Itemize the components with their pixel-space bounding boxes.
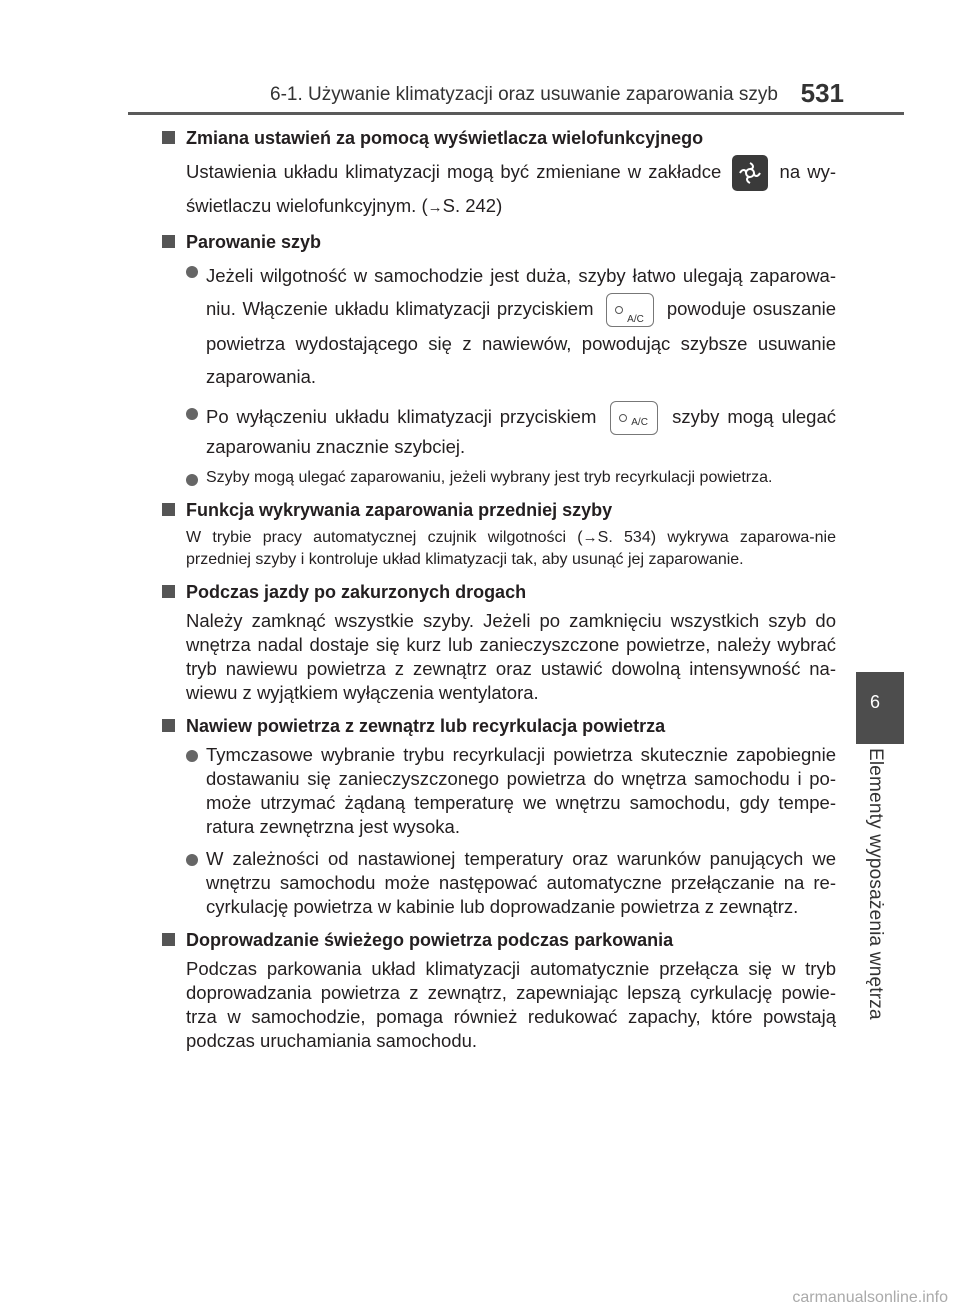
round-bullet-icon: [186, 750, 198, 762]
arrow-icon: →: [427, 199, 443, 216]
section-dusty-roads: [160, 579, 836, 705]
section-fog-detection: [160, 497, 836, 571]
section-title: 6-1. Używanie klimatyzacji oraz usuwanie zaparowania szyb: [270, 84, 778, 105]
section-heading: Doprowadzanie świeżego powietrza podczas parkowania: [160, 927, 836, 953]
section-air-intake: [160, 713, 836, 919]
arrow-icon: →: [582, 529, 598, 547]
square-bullet-icon: [162, 933, 175, 946]
section-text: Podczas parkowania układ klimatyzacji automatycznie przełącza się w tryb doprowadzania powietrza z zewnątrz, zapewniając lepszą cyrkulację powie-trza w samochodzie, pomaga również redukować zapachy, które powstają podczas uruchamiania samochodu.: [186, 958, 836, 1052]
square-bullet-icon: [162, 235, 175, 248]
indicator-light-icon: [619, 414, 627, 422]
list-item: Szyby mogą ulegać zaparowaniu, jeżeli wybrany jest tryb recyrkulacji powietrza.: [160, 467, 836, 489]
section-display-settings: [160, 125, 836, 223]
list-item: Tymczasowe wybranie trybu recyrkulacji powietrza skutecznie zapobiegnie dostawaniu się zanieczyszczonego powietrza do wnętrza samochodu i po-może utrzymać żądaną temperaturę we wnętrzu samochodu, gdy tempe-ratura zewnętrzna jest wysoka.: [160, 743, 836, 839]
page-number: 531: [800, 78, 844, 108]
ac-button-icon: A/C: [610, 401, 658, 435]
section-fogging: [160, 229, 836, 489]
round-bullet-icon: [186, 266, 198, 278]
section-parking-fresh-air: [160, 927, 836, 1053]
chapter-tab: [856, 672, 904, 744]
indicator-light-icon: [615, 306, 623, 314]
section-heading: Nawiew powietrza z zewnątrz lub recyrkulacja powietrza: [160, 713, 836, 739]
round-bullet-icon: [186, 854, 198, 866]
page-content: [160, 125, 836, 1058]
chapter-title: Elementy wyposażenia wnętrza: [865, 748, 886, 1020]
climate-settings-icon: [732, 155, 768, 191]
square-bullet-icon: [162, 585, 175, 598]
round-bullet-icon: [186, 474, 198, 486]
section-heading: Parowanie szyb: [160, 229, 836, 255]
section-heading: Funkcja wykrywania zaparowania przedniej szyby: [160, 497, 836, 523]
list-item: W zależności od nastawionej temperatury oraz warunków panujących we wnętrzu samochodu może następować automatyczne przełączanie na re-cyrkulację powietrza w kabinie lub doprowadzanie powietrza z zewnątrz.: [160, 847, 836, 919]
square-bullet-icon: [162, 719, 175, 732]
square-bullet-icon: [162, 131, 175, 144]
list-item: Po wyłączeniu układu klimatyzacji przyciskiem A/C szyby mogą ulegać zaparowaniu znacznie szybciej.: [160, 401, 836, 459]
section-text: Należy zamknąć wszystkie szyby. Jeżeli po zamknięciu wszystkich szyb do wnętrza nadal dostaje się kurz lub zanieczyszczone powietrze, należy wybrać tryb nawiewu powietrza z zewnątrz oraz ustawić dowolną intensywność na-wiewu z wyjątkiem wyłączenia wentylatora.: [186, 610, 836, 704]
section-heading: Zmiana ustawień za pomocą wyświetlacza wielofunkcyjnego: [160, 125, 836, 151]
square-bullet-icon: [162, 503, 175, 516]
ac-button-icon: A/C: [606, 293, 654, 327]
section-text: Ustawienia układu klimatyzacji mogą być zmieniane w zakładce na wy-świetlaczu wielofunkcyjnym. (→S. 242): [160, 155, 836, 223]
section-text: W trybie pracy automatycznej czujnik wilgotności (→S. 534) wykrywa zaparowa-nie przedniej szyby i kontroluje układ klimatyzacji tak, aby usunąć jej zaparowanie.: [186, 529, 836, 569]
page-header: [128, 78, 904, 115]
list-item: Jeżeli wilgotność w samochodzie jest duża, szyby łatwo ulegają zaparowa-niu. Włączenie układu klimatyzacji przyciskiem A/C powoduje osuszanie powietrza wydostającego się z nawiewów, powodując szybsze usuwanie zaparowania.: [160, 259, 836, 393]
section-heading: Podczas jazdy po zakurzonych drogach: [160, 579, 836, 605]
watermark: carmanualsonline.info: [792, 1289, 948, 1306]
round-bullet-icon: [186, 408, 198, 420]
chapter-side-label: [858, 748, 898, 1028]
chapter-number: 6: [870, 692, 881, 712]
